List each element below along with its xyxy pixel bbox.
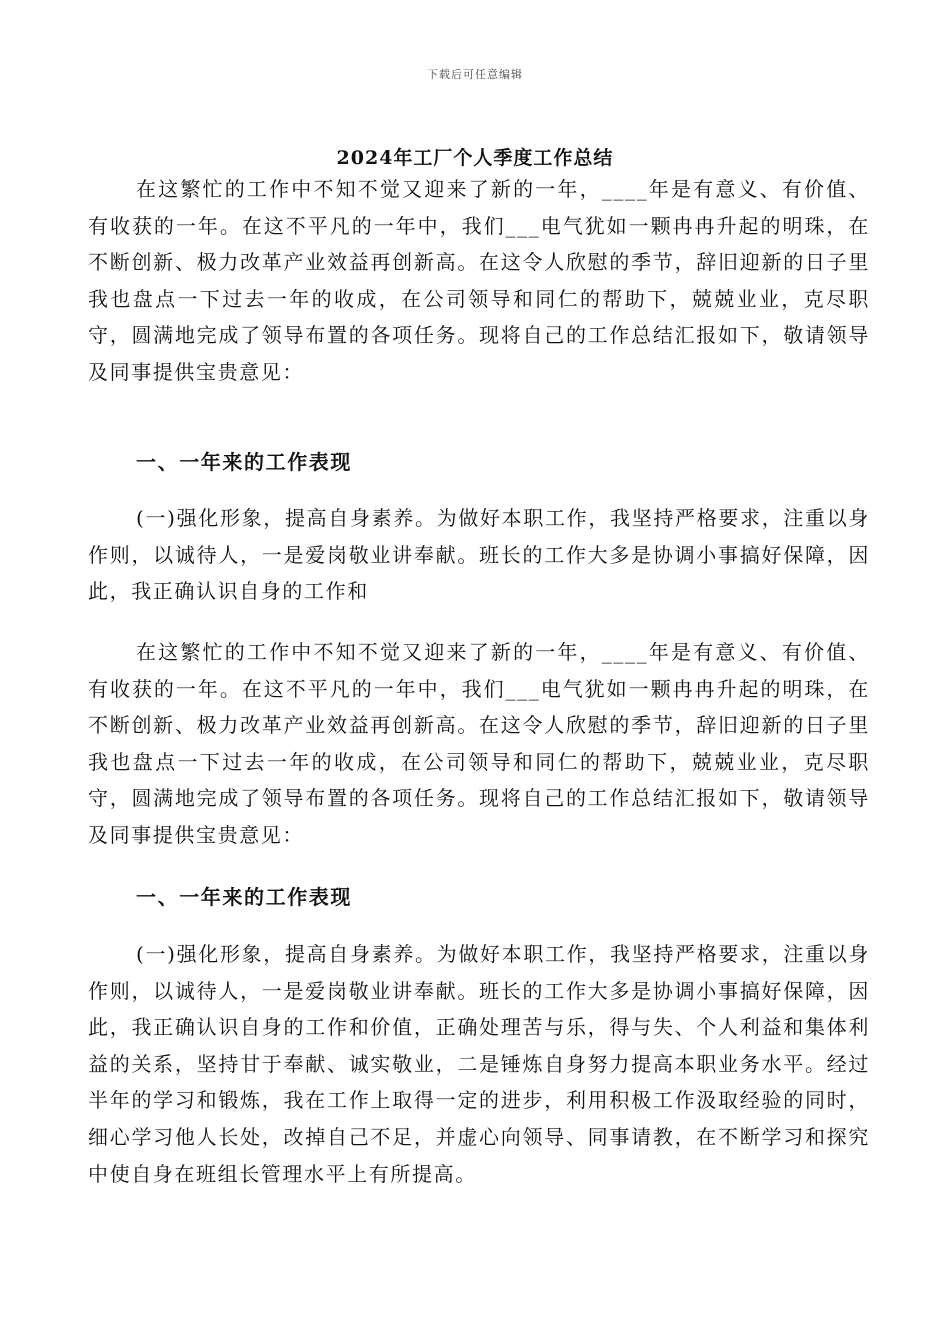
section-heading: 一、一年来的工作表现 — [136, 450, 352, 474]
paragraph-intro: 在这繁忙的工作中不知不觉又迎来了新的一年，____年是有意义、有价值、有收获的一年。在这不平凡的一年中，我们___电气犹如一颗冉冉升起的明珠，在不断创新、极力改革产业效益再创新高。在这令人欣慰的季节，辞旧迎新的日子里我也盘点一下过去一年的收成，在公司领导和同仁的帮助下，兢兢业业，克尽职守，圆满地完成了领导布置的各项任务。现将自己的工作总结汇报如下，敬请领导及同事提供宝贵意见： — [88, 177, 870, 384]
section-heading: 一、一年来的工作表现 — [136, 885, 352, 909]
paragraph-body: (一)强化形象，提高自身素养。为做好本职工作，我坚持严格要求，注重以身作则，以诚待人，一是爱岗敬业讲奉献。班长的工作大多是协调小事搞好保障，因此，我正确认识自身的工作和 — [88, 506, 870, 604]
document-title: 2024年工厂个人季度工作总结 — [336, 147, 614, 169]
header-note: 下载后可任意编辑 — [427, 68, 523, 81]
paragraph-intro: 在这繁忙的工作中不知不觉又迎来了新的一年，____年是有意义、有价值、有收获的一年。在这不平凡的一年中，我们___电气犹如一颗冉冉升起的明珠，在不断创新、极力改革产业效益再创新高。在这令人欣慰的季节，辞旧迎新的日子里我也盘点一下过去一年的收成，在公司领导和同仁的帮助下，兢兢业业，克尽职守，圆满地完成了领导布置的各项任务。现将自己的工作总结汇报如下，敬请领导及同事提供宝贵意见： — [88, 640, 870, 847]
paragraph-body: (一)强化形象，提高自身素养。为做好本职工作，我坚持严格要求，注重以身作则，以诚待人，一是爱岗敬业讲奉献。班长的工作大多是协调小事搞好保障，因此，我正确认识自身的工作和价值，正确处理苦与乐，得与失、个人利益和集体利益的关系，坚持甘于奉献、诚实敬业，二是锤炼自身努力提高本职业务水平。经过半年的学习和锻炼，我在工作上取得一定的进步，利用积极工作汲取经验的同时，细心学习他人长处，改掉自己不足，并虚心向领导、同事请教，在不断学习和探究中使自身在班组长管理水平上有所提高。 — [88, 942, 870, 1186]
